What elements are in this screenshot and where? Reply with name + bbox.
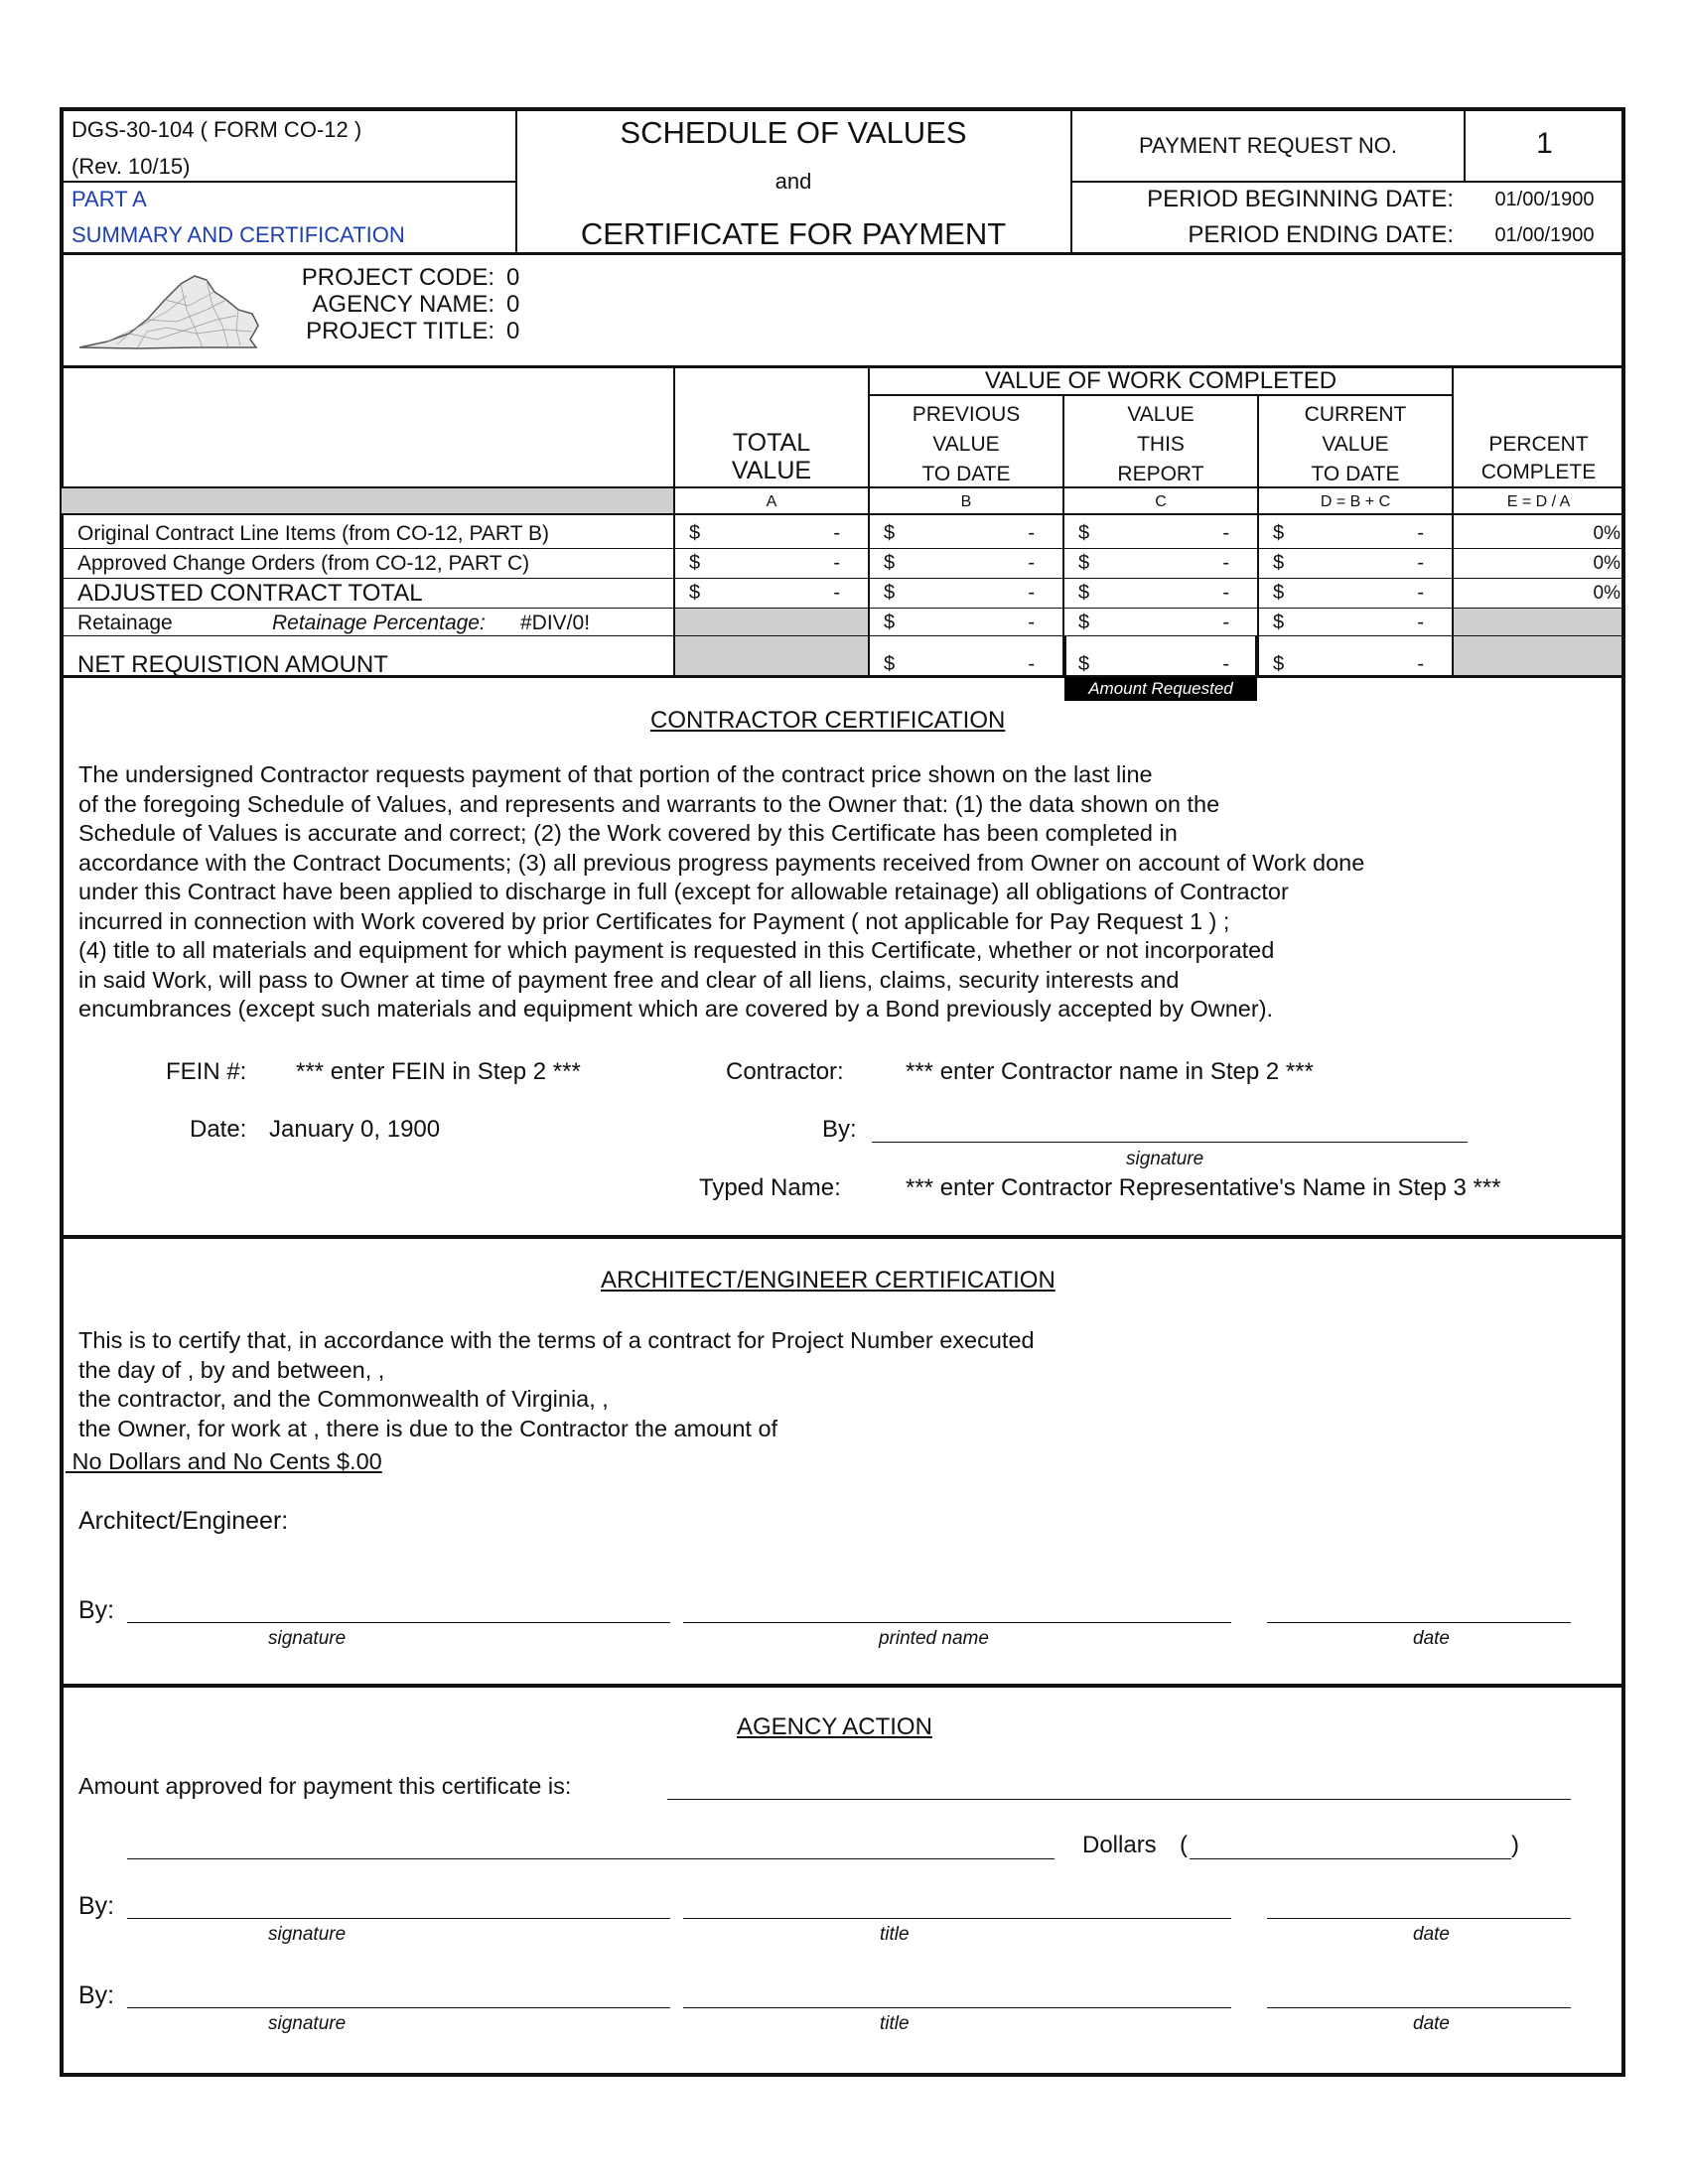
dollars-label: Dollars [1082, 1832, 1157, 1858]
row-change-orders-d: - [1417, 552, 1424, 574]
row-retainage-b: - [1028, 612, 1035, 633]
amount-due-words [66, 1448, 382, 1475]
agency-signature-caption-1: signature [268, 1924, 347, 1945]
architect-paragraph-line: the contractor, and the Commonwealth of Virginia, , [78, 1386, 609, 1412]
row-net-c-currency: $ [1078, 653, 1090, 675]
amount-due-words-text: No Dollars and No Cents $.00 [71, 1448, 382, 1474]
dollars-paren-open: ( [1180, 1832, 1188, 1858]
col-letter-c: C [1155, 493, 1167, 510]
contractor-certification-heading: CONTRACTOR CERTIFICATION [650, 707, 1006, 734]
row-retainage-c-currency: $ [1078, 612, 1090, 633]
contractor-paragraph-line: under this Contract have been applied to discharge in full (except for allowable retainage) all obligations of Contractor [78, 879, 1289, 904]
dollars-amount-line[interactable] [1190, 1858, 1511, 1859]
col-this-line1: VALUE [1127, 403, 1195, 426]
architect-paragraph-line: the day of , by and between, , [78, 1356, 385, 1383]
agency-date-line-1[interactable] [1267, 1918, 1571, 1919]
retainage-percentage-label: Retainage Percentage: [272, 612, 486, 634]
contractor-paragraph-line: of the foregoing Schedule of Values, and represents and warrants to the Owner that: (1) the data shown on the [78, 790, 1220, 817]
row-net-b: - [1028, 653, 1035, 675]
amount-requested-tag: Amount Requested [1064, 677, 1257, 701]
row-original-b: - [1028, 522, 1035, 544]
contractor-paragraph-line: incurred in connection with Work covered by prior Certificates for Payment ( not applicable for Pay Request 1 ) ; [78, 907, 1230, 934]
contractor-signature-caption: signature [1126, 1149, 1204, 1169]
project-code-label: PROJECT CODE: [301, 264, 494, 291]
form-revision: (Rev. 10/15) [71, 154, 191, 179]
agency-by-label-2: By: [78, 1981, 115, 2009]
frame-bottom [60, 2073, 1625, 2077]
col-pct-line1: PERCENT [1488, 433, 1589, 456]
col-curr-line2: VALUE [1322, 433, 1389, 456]
row-original-c-currency: $ [1078, 522, 1090, 544]
project-code-value: 0 [506, 264, 520, 291]
architect-certification-heading: ARCHITECT/ENGINEER CERTIFICATION [601, 1267, 1055, 1294]
contractor-paragraph-line: in said Work, will pass to Owner at time of payment free and clear of all liens, claims, security interests and [78, 966, 1180, 993]
retainage-percentage-value: #DIV/0! [520, 612, 591, 634]
col-letter-b: B [960, 493, 972, 510]
row-change-orders-label: Approved Change Orders (from CO-12, PART C) [77, 552, 530, 575]
contractor-date-value: January 0, 1900 [269, 1116, 441, 1143]
page-title-line1: SCHEDULE OF VALUES [620, 115, 967, 150]
row-retainage-label: Retainage [77, 612, 173, 634]
agency-date-line-2[interactable] [1267, 2007, 1571, 2008]
frame-left [60, 107, 64, 2077]
col-this-line3: REPORT [1117, 463, 1204, 485]
row-adjusted-a-currency: $ [689, 582, 701, 604]
row-net-d-currency: $ [1273, 653, 1285, 675]
architect-paragraph-line: the Owner, for work at , there is due to the Contractor the amount of [78, 1415, 778, 1441]
architect-signature-line[interactable] [127, 1622, 670, 1623]
col-curr-line1: CURRENT [1304, 403, 1407, 426]
agency-name-value: 0 [506, 291, 520, 318]
row-net-c: - [1222, 653, 1229, 675]
row-net-b-currency: $ [884, 653, 896, 675]
architect-printed-name-caption: printed name [879, 1628, 989, 1649]
row-change-orders-e: 0% [1593, 553, 1620, 574]
col-letter-d: D = B + C [1320, 493, 1391, 510]
row-net-label: NET REQUISTION AMOUNT [77, 651, 388, 678]
row-change-orders-a-currency: $ [689, 552, 701, 574]
architect-paragraph-line: This is to certify that, in accordance with the terms of a contract for Project Number executed [78, 1327, 1035, 1353]
agency-signature-line-2[interactable] [127, 2007, 670, 2008]
virginia-state-map-icon [77, 270, 261, 351]
agency-action-heading: AGENCY ACTION [737, 1713, 932, 1740]
col-prev-line2: VALUE [932, 433, 1000, 456]
col-curr-line3: TO DATE [1311, 463, 1400, 485]
agency-title-line-2[interactable] [683, 2007, 1231, 2008]
agency-title-caption-1: title [880, 1924, 910, 1945]
amount-words-line[interactable] [127, 1858, 1055, 1859]
row-change-orders-b-currency: $ [884, 552, 896, 574]
row-net-d: - [1417, 653, 1424, 675]
contractor-paragraph-line: The undersigned Contractor requests payment of that portion of the contract price shown on the last line [78, 761, 1153, 787]
form-part: PART A [71, 187, 147, 211]
architect-date-line[interactable] [1267, 1622, 1571, 1623]
period-end-label: PERIOD ENDING DATE: [1188, 221, 1454, 248]
value-of-work-completed-header: VALUE OF WORK COMPLETED [984, 367, 1337, 394]
project-title-value: 0 [506, 318, 520, 344]
row-retainage-d-currency: $ [1273, 612, 1285, 633]
agency-date-caption-2: date [1413, 2013, 1450, 2034]
period-begin-value: 01/00/1900 [1494, 189, 1595, 210]
contractor-certification-text [78, 760, 1364, 1024]
row-change-orders-b: - [1028, 552, 1035, 574]
contractor-paragraph-line: encumbrances (except such materials and equipment which are covered by a Bond previously accepted by Owner). [78, 996, 1274, 1022]
fein-label: FEIN #: [166, 1058, 247, 1085]
row-original-c: - [1222, 522, 1229, 544]
contractor-paragraph-line: (4) title to all materials and equipment for which payment is requested in this Certificate, whether or not incorporated [78, 937, 1275, 963]
project-title-label: PROJECT TITLE: [306, 318, 494, 344]
fein-field[interactable]: *** enter FEIN in Step 2 *** [296, 1058, 581, 1085]
typed-name-label: Typed Name: [699, 1174, 841, 1201]
dollars-paren-close: ) [1511, 1832, 1519, 1858]
row-original-b-currency: $ [884, 522, 896, 544]
col-total-line2: VALUE [731, 457, 812, 484]
agency-name-label: AGENCY NAME: [312, 291, 494, 318]
row-original-label: Original Contract Line Items (from CO-12, PART B) [77, 522, 549, 545]
row-adjusted-e: 0% [1593, 583, 1620, 604]
page-title-line2: CERTIFICATE FOR PAYMENT [580, 216, 1007, 251]
row-adjusted-a: - [833, 582, 840, 604]
contractor-label: Contractor: [726, 1058, 844, 1085]
row-change-orders-c-currency: $ [1078, 552, 1090, 574]
row-change-orders-d-currency: $ [1273, 552, 1285, 574]
architect-certification-text [78, 1326, 1035, 1443]
row-original-d-currency: $ [1273, 522, 1285, 544]
row-change-orders-a: - [833, 552, 840, 574]
page-title-and: and [774, 169, 812, 194]
payment-request-label: PAYMENT REQUEST NO. [1139, 133, 1397, 158]
agency-signature-caption-2: signature [268, 2013, 347, 2034]
row-retainage-b-currency: $ [884, 612, 896, 633]
period-begin-label: PERIOD BEGINNING DATE: [1147, 186, 1454, 212]
row-adjusted-c: - [1222, 582, 1229, 604]
form-id: DGS-30-104 ( FORM CO-12 ) [71, 117, 362, 142]
typed-name-field[interactable]: *** enter Contractor Representative's Name in Step 3 *** [906, 1174, 1501, 1201]
agency-date-caption-1: date [1413, 1924, 1450, 1945]
row-adjusted-d: - [1417, 582, 1424, 604]
agency-title-line-1[interactable] [683, 1918, 1231, 1919]
row-retainage-c: - [1222, 612, 1229, 633]
period-end-value: 01/00/1900 [1494, 224, 1595, 246]
col-pct-line2: COMPLETE [1480, 461, 1597, 483]
architect-by-label: By: [78, 1596, 115, 1624]
row-change-orders-c: - [1222, 552, 1229, 574]
agency-signature-line-1[interactable] [127, 1918, 670, 1919]
architect-date-caption: date [1413, 1628, 1450, 1649]
row-original-d: - [1417, 522, 1424, 544]
row-adjusted-total-label: ADJUSTED CONTRACT TOTAL [77, 580, 423, 607]
col-letter-e: E = D / A [1506, 493, 1571, 510]
contractor-paragraph-line: Schedule of Values is accurate and correct; (2) the Work covered by this Certificate has been completed in [78, 820, 1178, 846]
frame-right [1621, 107, 1625, 2077]
form-part-title: SUMMARY AND CERTIFICATION [71, 222, 405, 247]
col-total-line1: TOTAL [732, 429, 811, 457]
col-prev-line3: TO DATE [921, 463, 1011, 485]
architect-engineer-label: Architect/Engineer: [78, 1507, 289, 1535]
col-prev-line1: PREVIOUS [912, 403, 1021, 426]
frame-top [60, 107, 1625, 111]
row-adjusted-d-currency: $ [1273, 582, 1285, 604]
contractor-paragraph-line: accordance with the Contract Documents; (3) all previous progress payments received from Owner on account of Work done [78, 849, 1365, 876]
contractor-by-label: By: [822, 1116, 857, 1143]
amount-approved-line[interactable] [667, 1799, 1571, 1800]
contractor-signature-line[interactable] [872, 1142, 1468, 1143]
architect-printed-name-line[interactable] [683, 1622, 1231, 1623]
row-retainage-d: - [1417, 612, 1424, 633]
row-original-a-currency: $ [689, 522, 701, 544]
row-adjusted-b: - [1028, 582, 1035, 604]
architect-signature-caption: signature [268, 1628, 347, 1649]
agency-by-label-1: By: [78, 1892, 115, 1920]
row-adjusted-b-currency: $ [884, 582, 896, 604]
row-adjusted-c-currency: $ [1078, 582, 1090, 604]
row-original-a: - [833, 522, 840, 544]
agency-title-caption-2: title [880, 2013, 910, 2034]
col-letter-a: A [766, 493, 777, 510]
contractor-date-label: Date: [190, 1116, 247, 1143]
amount-approved-label: Amount approved for payment this certificate is: [78, 1773, 572, 1799]
col-this-line2: THIS [1137, 433, 1185, 456]
row-original-e: 0% [1593, 523, 1620, 544]
payment-request-number: 1 [1536, 127, 1553, 160]
contractor-name-field[interactable]: *** enter Contractor name in Step 2 *** [906, 1058, 1314, 1085]
